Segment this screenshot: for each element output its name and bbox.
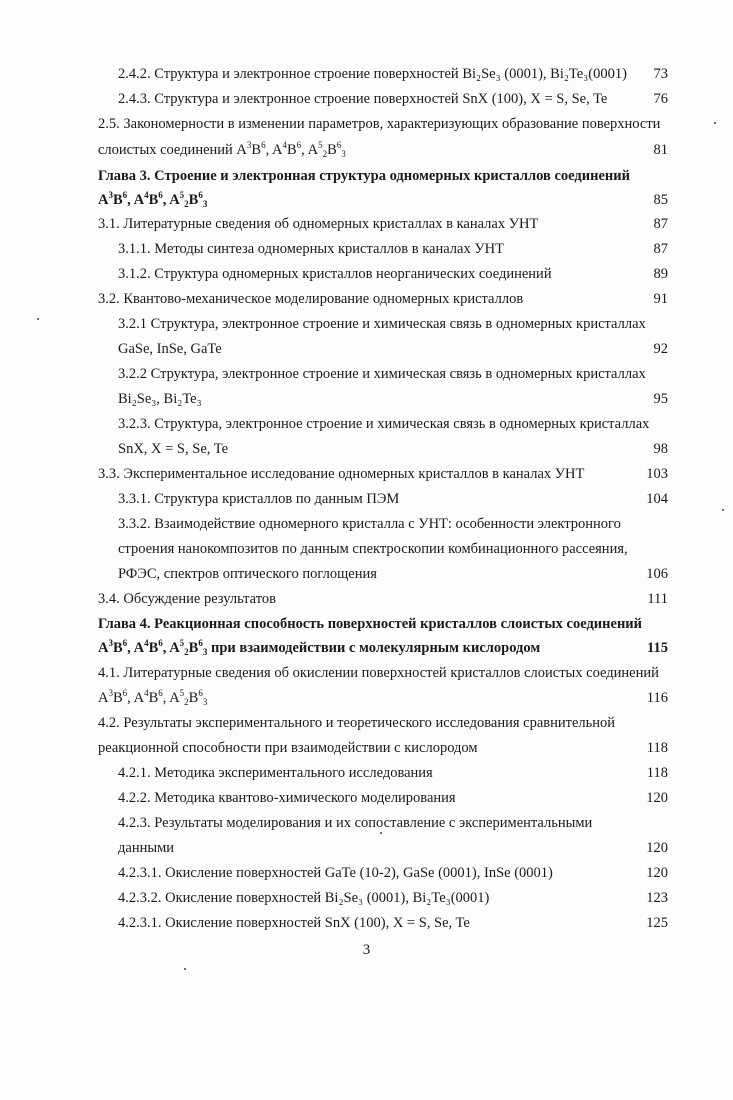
toc-entry-title: 4.2.3.2. Окисление поверхностей Bi₂Se₃ (0001), Bi₂Te₃(0001) bbox=[118, 890, 490, 906]
toc-entry bbox=[118, 339, 668, 359]
toc-entry-title: 3.2.3. Структура, электронное строение и химическая связь в одномерных кристаллах bbox=[118, 416, 650, 432]
toc-entry-page: 120 bbox=[646, 790, 668, 806]
toc-entry-page: 106 bbox=[646, 566, 668, 582]
toc-entry bbox=[118, 913, 668, 933]
toc-entry bbox=[98, 464, 668, 484]
scan-speck bbox=[184, 968, 186, 970]
toc-entry-title: РФЭС, спектров оптического поглощения bbox=[118, 566, 377, 582]
toc-entry-title: 3.3.2. Взаимодействие одномерного кристалла с УНТ: особенности электронного bbox=[118, 516, 621, 532]
toc-entry-page: 116 bbox=[646, 690, 668, 706]
toc-entry-title: 3.3.1. Структура кристаллов по данным ПЭМ bbox=[118, 491, 400, 507]
toc-entry bbox=[98, 713, 668, 733]
toc-entry bbox=[118, 788, 668, 808]
toc-entry-title: 3.3. Экспериментальное исследование одномерных кристаллов в каналах УНТ bbox=[98, 466, 585, 482]
toc-entry-page: 89 bbox=[653, 266, 668, 282]
toc-entry bbox=[98, 140, 668, 160]
scan-speck bbox=[714, 122, 716, 124]
toc-entry bbox=[118, 539, 668, 559]
toc-entry-page: 92 bbox=[653, 341, 668, 357]
toc-entry bbox=[118, 838, 668, 858]
scan-speck bbox=[722, 509, 724, 511]
toc-entry-title: 2.5. Закономерности в изменении параметров, характеризующих образование поверхности bbox=[98, 116, 661, 132]
toc-entry-title: $A^3B^6$, $A^4B^6$, $A^5_2B^6_3$ bbox=[98, 688, 208, 707]
toc-entry bbox=[118, 813, 668, 833]
scan-speck bbox=[380, 832, 382, 834]
toc-entry-page: 103 bbox=[646, 466, 668, 482]
toc-entry-title: 4.2.3.1. Окисление поверхностей GaTe (10-2), GaSe (0001), InSe (0001) bbox=[118, 865, 553, 881]
toc-entry bbox=[118, 564, 668, 584]
toc-entry bbox=[118, 239, 668, 259]
toc-entry-title: реакционной способности при взаимодействии с кислородом bbox=[98, 740, 478, 756]
toc-entry-title: 4.2.3.1. Окисление поверхностей SnX (100), X = S, Se, Te bbox=[118, 915, 470, 931]
toc-entry-page: 91 bbox=[653, 291, 668, 307]
toc-entry bbox=[98, 589, 668, 609]
toc-entry bbox=[98, 663, 668, 683]
toc-entry-title: 3.2.2 Структура, электронное строение и химическая связь в одномерных кристаллах bbox=[118, 366, 646, 382]
toc-entry-title: 3.1.2. Структура одномерных кристаллов неорганических соединений bbox=[118, 266, 552, 282]
toc-entry bbox=[98, 738, 668, 758]
toc-entry bbox=[118, 314, 668, 334]
toc-entry-title: 3.2. Квантово-механическое моделирование одномерных кристаллов bbox=[98, 291, 524, 307]
toc-entry-title: 3.2.1 Структура, электронное строение и химическая связь в одномерных кристаллах bbox=[118, 316, 646, 332]
toc-entry-title: 4.2.1. Методика экспериментального исследования bbox=[118, 765, 433, 781]
toc-entry bbox=[118, 364, 668, 384]
toc-chapter-page: 85 bbox=[653, 192, 668, 208]
toc-chapter-page: 115 bbox=[647, 640, 668, 656]
toc-entry bbox=[98, 688, 668, 708]
toc-chapter-title: $A^3B^6$, $A^4B^6$, $A^5_2B^6_3$ при взаимодействии с молекулярным кислородом bbox=[98, 638, 541, 657]
toc-entry bbox=[118, 489, 668, 509]
toc-entry-page: 123 bbox=[646, 890, 668, 906]
toc-entry bbox=[118, 264, 668, 284]
toc-entry bbox=[118, 763, 668, 783]
toc-entry-page: 81 bbox=[653, 142, 668, 158]
toc-entry bbox=[118, 414, 668, 434]
toc-entry-page: 87 bbox=[653, 216, 668, 232]
toc-entry-page: 104 bbox=[646, 491, 668, 507]
toc-entry bbox=[118, 389, 668, 409]
toc-entry-title: 4.2.3. Результаты моделирования и их сопоставление с экспериментальными bbox=[118, 815, 593, 831]
toc-entry-page: 76 bbox=[653, 91, 668, 107]
toc-chapter-title: Глава 3. Строение и электронная структура одномерных кристаллов соединений bbox=[98, 168, 630, 184]
toc-entry-page: 98 bbox=[653, 441, 668, 457]
toc-entry bbox=[98, 289, 668, 309]
toc-entry bbox=[98, 114, 668, 134]
toc-entry-title: SnX, X = S, Se, Te bbox=[118, 441, 229, 457]
toc-entry-title: GaSe, InSe, GaTe bbox=[118, 341, 222, 357]
toc-entry bbox=[118, 89, 668, 109]
toc-chapter bbox=[98, 614, 668, 634]
scan-speck bbox=[37, 318, 39, 320]
toc-entry bbox=[118, 888, 668, 908]
toc-entry-title: 4.1. Литературные сведения об окислении поверхностей кристаллов слоистых соединений bbox=[98, 665, 659, 681]
toc-entry bbox=[118, 64, 668, 84]
toc-entry-title: 3.1. Литературные сведения об одномерных кристаллах в каналах УНТ bbox=[98, 216, 539, 232]
toc-entry-page: 87 bbox=[653, 241, 668, 257]
toc-entry bbox=[118, 439, 668, 459]
toc-entry-title: 2.4.3. Структура и электронное строение поверхностей SnX (100), X = S, Se, Te bbox=[118, 91, 608, 107]
toc-entry-title: 4.2.2. Методика квантово-химического моделирования bbox=[118, 790, 456, 806]
toc-entry-page: 120 bbox=[646, 865, 668, 881]
toc-entry-title: Bi₂Se₃, Bi₂Te₃ bbox=[118, 391, 202, 407]
toc-entry-title: слоистых соединений $A^3B^6$, $A^4B^6$, $A^5_2B^6_3$ bbox=[98, 140, 346, 159]
toc-entry-title: 3.1.1. Методы синтеза одномерных кристаллов в каналах УНТ bbox=[118, 241, 504, 257]
toc-chapter-title: $A^3B^6$, $A^4B^6$, $A^5_2B^6_3$ bbox=[98, 190, 208, 209]
toc-entry-title: 3.4. Обсуждение результатов bbox=[98, 591, 276, 607]
toc-entry-title: строения нанокомпозитов по данным спектроскопии комбинационного рассеяния, bbox=[118, 541, 628, 557]
toc-entry bbox=[118, 514, 668, 534]
toc-chapter-title: Глава 4. Реакционная способность поверхностей кристаллов слоистых соединений bbox=[98, 616, 643, 632]
toc-entry-page: 118 bbox=[646, 765, 668, 781]
page-number: 3 bbox=[362, 942, 371, 958]
toc-entry-page: 73 bbox=[653, 66, 668, 82]
toc-entry-page: 118 bbox=[646, 740, 668, 756]
toc-entry-page: 125 bbox=[646, 915, 668, 931]
toc-entry-page: 95 bbox=[653, 391, 668, 407]
toc-entry bbox=[118, 863, 668, 883]
toc-entry-title: данными bbox=[118, 840, 175, 856]
toc-entry-title: 4.2. Результаты экспериментального и теоретического исследования сравнительной bbox=[98, 715, 616, 731]
toc-entry-page: 120 bbox=[646, 840, 668, 856]
toc-chapter bbox=[98, 166, 668, 186]
toc-chapter bbox=[98, 190, 668, 210]
toc-entry-title: 2.4.2. Структура и электронное строение поверхностей Bi₂Se₃ (0001), Bi₂Te₃(0001) bbox=[118, 66, 627, 82]
toc-entry-page: 111 bbox=[647, 591, 668, 607]
toc-chapter bbox=[98, 638, 668, 658]
toc-entry bbox=[98, 214, 668, 234]
